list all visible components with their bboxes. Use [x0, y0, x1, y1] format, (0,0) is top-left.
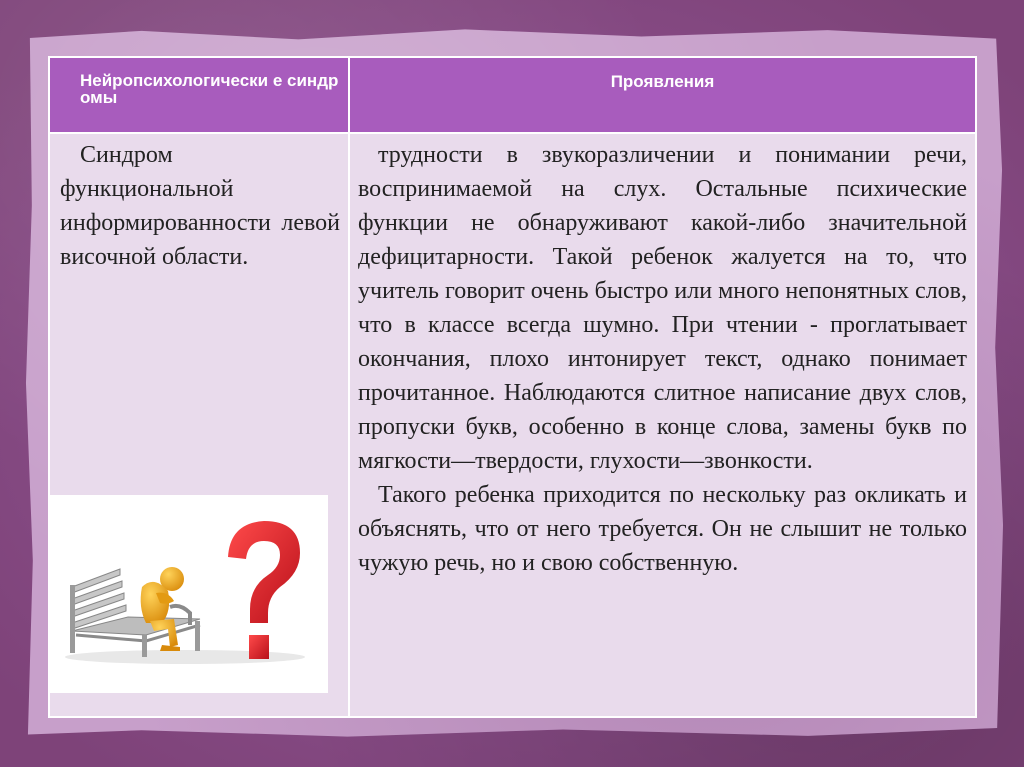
syndrome-name [60, 138, 340, 274]
manifestations-cell [349, 133, 976, 717]
header-syndromes: Нейропсихологически е синдромы [49, 57, 349, 133]
confused-person-illustration [50, 495, 328, 693]
header-manifestations: Проявления [349, 57, 976, 133]
red-question-mark [228, 521, 300, 659]
table-header-row [49, 57, 976, 133]
person-icon [141, 567, 184, 651]
syndrome-cell [49, 133, 349, 717]
syndrome-table [48, 56, 977, 718]
syndrome-title: Синдром [80, 142, 173, 168]
question-mark-icon [50, 495, 328, 693]
manifestations-paragraph-1: трудности в звукоразличении и понимании речи, воспринимаемой на слух. Остальные психические функции не обнаруживают какой-либо значительной дефицитарности. Такой ребенок жалуется на то, что учитель говорит очень быстро или много непонятных слов, что в классе всегда шумно. При чтении - проглатывает окончания, плохо интонирует текст, однако понимает прочитанное. Наблюдаются слитное написание двух слов, пропуски букв, особенно в конце слова, замены букв по мягкости—твердости, глухости—звонкости. [358, 142, 967, 474]
table-row [49, 133, 976, 717]
manifestations-paragraph-2: Такого ребенка приходится по нескольку раз окликать и объяснять, что от него требуется. Он не слышит не только чужую речь, но и свою собственную. [358, 482, 967, 576]
syndrome-description: функциональной информированности левой височной области. [60, 176, 340, 270]
manifestations-text [358, 138, 967, 580]
